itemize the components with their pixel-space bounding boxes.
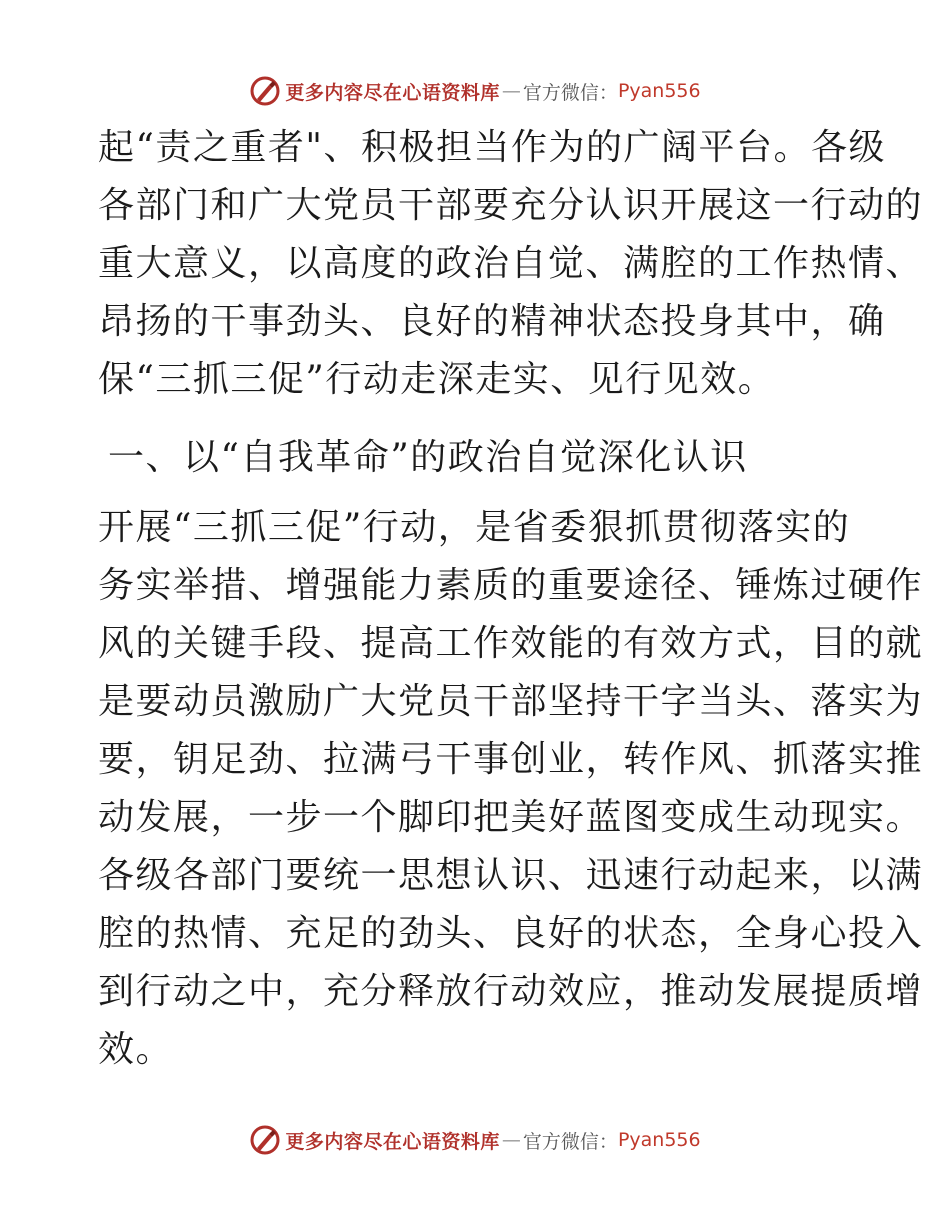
text-line: 保“三抓三促”行动走深走实、见行见效。 [98,359,776,400]
text-line: 重大意义，以高度的政治自觉、满腔的工作热情、 [98,243,924,284]
watermark-contact-id: Pyan556 [617,80,701,102]
text-line: 风的关键手段、提高工作效能的有效方式，目的就 [98,623,924,664]
watermark-separator: — [501,80,521,102]
text-line: 起“责之重者"、积极担当作为的广阔平台。各级 [98,127,886,168]
header-watermark [0,71,950,111]
watermark-contact-label: 官方微信： [522,81,618,104]
text-line: 开展“三抓三促”行动，是省委狠抓贯彻落实的 [98,507,851,548]
watermark-separator: — [501,1129,521,1151]
pen-logo-icon [249,75,281,107]
text-line: 务实举措、增强能力素质的重要途径、锤炼过硬作 [98,565,924,606]
watermark-site-text: 更多内容尽在心语资料库 [285,81,500,104]
text-line: 各部门和广大党员干部要充分认识开展这一行动的 [98,185,924,226]
text-line: 到行动之中，充分释放行动效应，推动发展提质增 [98,971,924,1012]
watermark-contact-label: 官方微信： [522,1130,618,1153]
text-line: 是要动员激励广大党员干部坚持干字当头、落实为 [98,681,924,722]
text-line: 昂扬的干事劲头、良好的精神状态投身其中，确 [98,301,886,342]
text-line: 效。 [98,1029,174,1070]
text-line: 腔的热情、充足的劲头、良好的状态，全身心投入 [98,913,924,954]
text-line: 要，钥足劲、拉满弓干事创业，转作风、抓落实推 [98,739,924,780]
watermark-contact-id: Pyan556 [617,1129,701,1151]
footer-watermark [0,1120,950,1160]
section-heading: 一、以“自我革命”的政治自觉深化认识 [108,437,748,478]
text-line: 动发展，一步一个脚印把美好蓝图变成生动现实。 [98,797,924,838]
pen-logo-icon [249,1124,281,1156]
watermark-site-text: 更多内容尽在心语资料库 [285,1130,500,1153]
text-line: 各级各部门要统一思想认识、迅速行动起来，以满 [98,855,924,896]
